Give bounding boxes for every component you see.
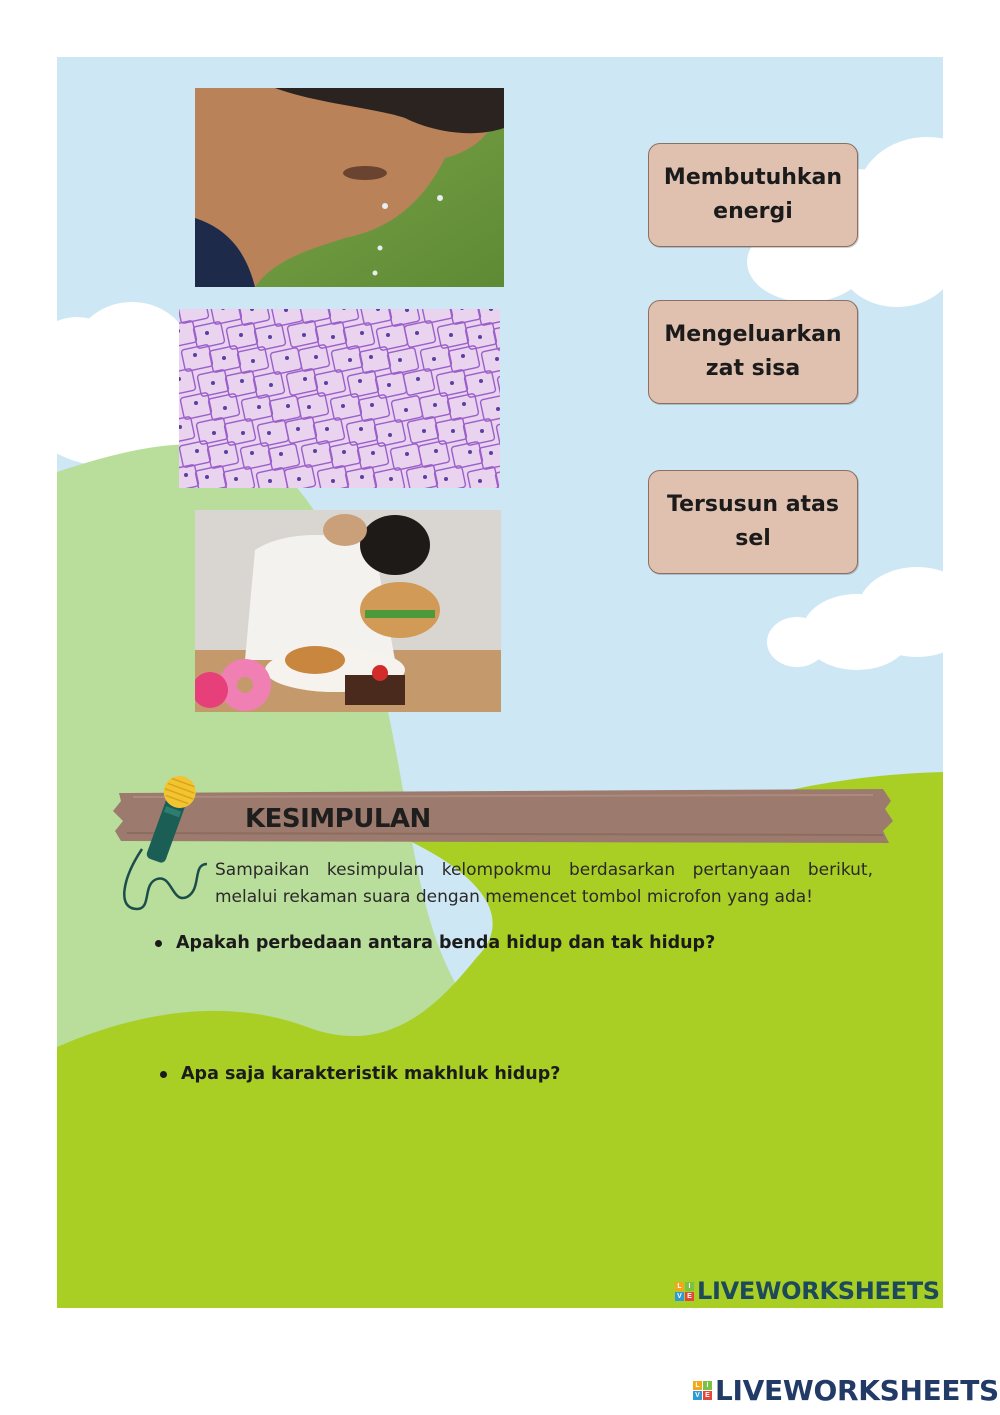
woman-eating-photo: [195, 510, 501, 712]
card-tersusun-atas-sel[interactable]: Tersusun atas sel: [648, 470, 858, 574]
logo-letter-e: E: [703, 1391, 712, 1400]
logo-letter-l: L: [693, 1381, 702, 1390]
logo-letter-i: I: [703, 1381, 712, 1390]
bullet-icon: [155, 940, 162, 947]
worksheet-page: [57, 57, 943, 1308]
logo-letter-i: I: [685, 1282, 694, 1291]
liveworksheets-wordmark: LIVEWORKSHEETS: [697, 1277, 940, 1305]
card-membutuhkan-energi[interactable]: Membutuhkan energi: [648, 143, 858, 247]
logo-letter-v: V: [675, 1292, 684, 1301]
liveworksheets-mark-icon: [675, 1282, 694, 1301]
sweating-face-photo: [195, 88, 504, 287]
liveworksheets-logo-inner: [675, 1277, 940, 1305]
question-1-text: Apakah perbedaan antara benda hidup dan tak hidup?: [176, 933, 716, 953]
logo-letter-l: L: [675, 1282, 684, 1291]
plant-cells-microscope-photo: [179, 309, 500, 488]
bullet-icon: [160, 1071, 167, 1078]
card-mengeluarkan-zat-sisa[interactable]: Mengeluarkan zat sisa: [648, 300, 858, 404]
question-2-text: Apa saja karakteristik makhluk hidup?: [181, 1064, 561, 1084]
liveworksheets-logo-outer[interactable]: [693, 1374, 999, 1407]
conclusion-instruction: Sampaikan kesimpulan kelompokmu berdasarkan pertanyaan berikut, melalui rekaman suara dengan memencet tombol microfon yang ada!: [215, 860, 873, 907]
question-1: [155, 933, 715, 953]
conclusion-title: KESIMPULAN: [245, 804, 431, 834]
conclusion-banner: [113, 787, 893, 845]
logo-letter-e: E: [685, 1292, 694, 1301]
question-2: [160, 1064, 560, 1084]
microphone-icon[interactable]: [112, 769, 222, 914]
liveworksheets-wordmark: LIVEWORKSHEETS: [715, 1374, 999, 1407]
logo-letter-v: V: [693, 1391, 702, 1400]
liveworksheets-mark-icon: [693, 1381, 712, 1400]
